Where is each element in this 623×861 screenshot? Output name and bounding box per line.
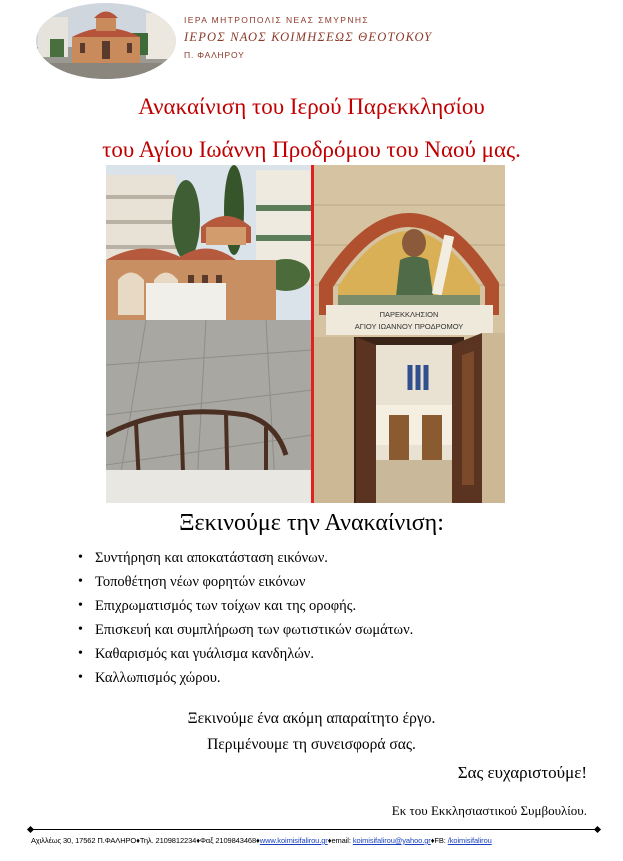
announcement-title-line2: του Αγίου Ιωάννη Προδρόμου του Ναού μας. xyxy=(102,137,521,162)
footer-address: Αχιλλέως 30, 17562 Π.ΦΑΛΗΡΟ xyxy=(31,836,137,845)
sign-text-line1: ΠΑΡΕΚΚΛΗΣΙΟΝ xyxy=(379,310,439,319)
chapel-entrance-photo xyxy=(314,165,505,503)
footer-contact-line xyxy=(31,836,492,845)
email-link[interactable]: koimisifalirou@yahoo.gr xyxy=(352,836,431,845)
list-item: • Συντήρηση και αποκατάσταση εικόνων. xyxy=(78,546,413,570)
separator-icon: ♦ xyxy=(256,836,260,845)
facebook-link[interactable]: /koimisifalirou xyxy=(447,836,492,845)
separator-icon: ♦ xyxy=(196,836,200,845)
facebook-label: FB: xyxy=(434,836,448,845)
closing-line2: Περιμένουμε τη συνεισφορά σας. xyxy=(207,736,416,753)
closing-line1: Ξεκινούμε ένα ακόμη απαραίτητο έργο. xyxy=(187,710,436,727)
renovation-task-list xyxy=(78,546,413,690)
sign-text-line2: ΑΓΙΟΥ ΙΩΑΝΝΟΥ ΠΡΟΔΡΟΜΟΥ xyxy=(354,322,464,331)
announcement-title-line1: Ανακαίνιση του Ιερού Παρεκκλησίου xyxy=(138,94,485,119)
footer-fax: Φαξ 2109843468 xyxy=(199,836,257,845)
separator-icon: ♦ xyxy=(327,836,332,845)
church-photo-image xyxy=(36,3,176,79)
renovation-heading: Ξεκινούμε την Ανακαίνιση: xyxy=(179,510,444,536)
list-item: • Καλλωπισμός χώρου. xyxy=(78,666,413,690)
metropolis-name: ΙΕΡΑ ΜΗΤΡΟΠΟΛΙΣ ΝΕΑΣ ΣΜΥΡΝΗΣ xyxy=(184,15,370,25)
separator-icon: ♦ xyxy=(136,836,140,845)
list-item: • Επισκευή και συμπλήρωση των φωτιστικών σωμάτων. xyxy=(78,618,413,642)
footer-phone: Τηλ. 2109812234 xyxy=(139,836,197,845)
church-logo-photo xyxy=(36,3,176,79)
thank-you-text: Σας ευχαριστούμε! xyxy=(457,763,587,782)
list-item: • Καθαρισμός και γυάλισμα κανδηλών. xyxy=(78,642,413,666)
church-name: ΙΕΡΟΣ ΝΑΟΣ ΚΟΙΜΗΣΕΩΣ ΘΕΟΤΟΚΟΥ xyxy=(184,30,433,44)
list-item: • Επιχρωματισμός των τοίχων και της οροφής. xyxy=(78,594,413,618)
letterhead xyxy=(0,0,623,86)
website-link[interactable]: www.koimisifalirou.gr xyxy=(259,836,328,845)
chapel-entrance-image xyxy=(314,165,505,503)
chapel-exterior-photo xyxy=(106,165,312,503)
separator-icon: ♦ xyxy=(430,836,435,845)
email-label: email: xyxy=(331,836,353,845)
list-item: • Τοποθέτηση νέων φορητών εικόνων xyxy=(78,570,413,594)
church-location: Π. ΦΑΛΗΡΟΥ xyxy=(184,50,245,60)
footer-divider xyxy=(30,829,598,830)
signature-text: Εκ του Εκκλησιαστικού Συμβουλίου. xyxy=(391,803,587,818)
organization-block xyxy=(184,15,432,60)
chapel-exterior-image xyxy=(106,165,312,503)
